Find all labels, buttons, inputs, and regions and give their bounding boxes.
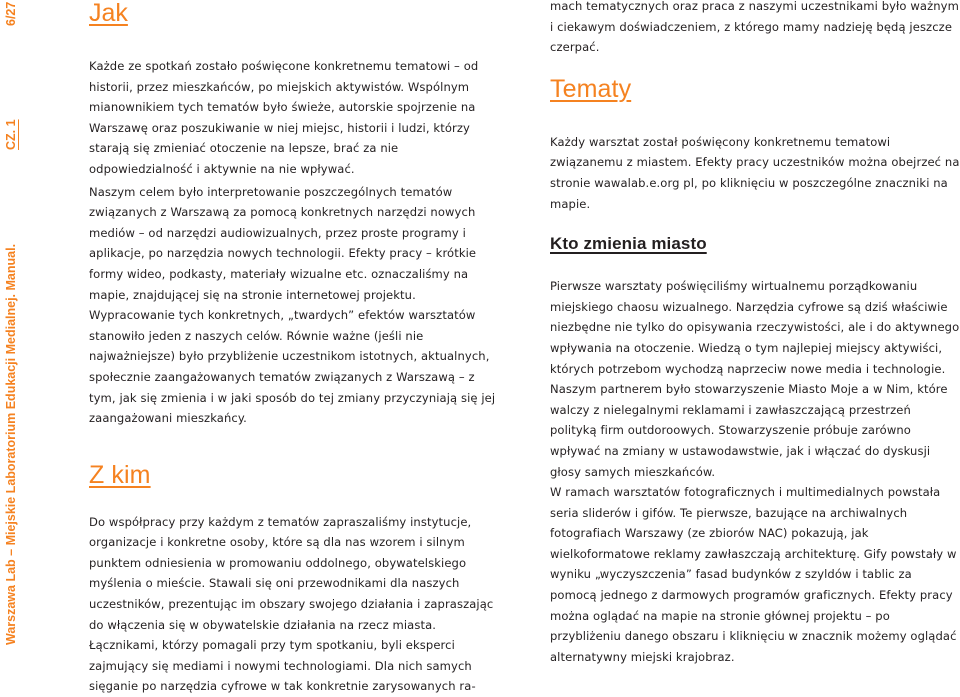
left-column: [89, 56, 503, 697]
paragraph: Pierwsze warsztaty poświęciliśmy wirtualnemu porządkowaniu miejskiego chaosu wizualnego. Narzędzia cyfrowe są dziś właściwie niezbędne nie tylko do opisywania rzeczywistości, ale i do aktywnego wpływania na otoczenie. Wiedzą o tym najlepiej miejscy aktywiści, których potrzebom wychodzą naprzeciw nowe media i technologie. Naszym partnerem było stowarzyszenie Miasto Moje a w Nim, które walczy z nielegalnymi reklamami i zawłaszczającą przestrzeń polityką firm outdoroowych. Stowarzyszenie próbuje zarówno wpływać na zmiany w ustawodawstwie, jak i włączać do dyskusji głosy samych mieszkańców.: [550, 279, 960, 479]
heading-jak: Jak: [89, 0, 128, 27]
heading-z-kim: Z kim: [89, 460, 151, 489]
right-column: [550, 0, 960, 667]
side-text: [0, 0, 22, 647]
page-number: 6/27: [4, 2, 18, 27]
paragraph: Łącznikami, którzy pomagali przy tym spotkaniu, byli eksperci zajmujący się mediami i nowymi technologiami. Dla nich samych sięganie po narzędzia cyfrowe w tak konkretnie zarysowanych ra-: [89, 638, 476, 694]
paragraph: Wypracowanie tych konkretnych, „twardych” efektów warsztatów stanowiło jeden z naszych celów. Równie ważne (jeśli nie najważniejsze) było przybliżenie uczestnikom istotnych, aktualnych, społecznie zaangażowanych tematów związanych z Warszawą – z tym, jak się zmienia i w jaki sposób do tej zmiany przyczyniają się jej zaangażowani mieszkańcy.: [89, 308, 496, 426]
paragraph: mach tematycznych oraz praca z naszymi uczestnikami było ważnym i ciekawym doświadczeniem, z którego mamy nadzieję będą jeszcze czerpać.: [550, 0, 959, 55]
part-label: CZ. 1: [4, 119, 18, 151]
running-title: Warszawa Lab – Miejskie Laboratorium Edukacji Medialnej. Manual.: [4, 243, 18, 645]
paragraph: W ramach warsztatów fotograficznych i multimedialnych powstała seria sliderów i gifów. Te pierwsze, bazujące na archiwalnych fotografiach Warszawy (ze zbiorów NAC) pokazują, jak wielkoformatowe reklamy zawłaszczają architekturę. Gify powstały w wyniku „wyczyszczenia” fasad budynków z szyldów i tablic za pomocą jednego z darmowych programów graficznych. Efekty pracy można oglądać na mapie na stronie głównej projektu – po przybliżeniu danego obszaru i kliknięciu w znacznik możemy oglądać alternatywny miejski krajobraz.: [550, 485, 957, 664]
heading-kto-zmienia-miasto: Kto zmienia miasto: [550, 234, 707, 254]
paragraph: Każdy warsztat został poświęcony konkretnemu tematowi związanemu z miastem. Efekty pracy uczestników można obejrzeć na stronie wawalab.e.org pl, po kliknięciu w poszczególne znaczniki na mapie.: [550, 134, 960, 211]
heading-tematy: Tematy: [550, 74, 632, 103]
paragraph: Każde ze spotkań zostało poświęcone konkretnemu tematowi – od historii, przez mieszkańców, po miejskich aktywistów. Wspólnym mianownikiem tych tematów było świeże, autorskie spojrzenie na Warszawę oraz poszukiwanie w niej miejsc, historii i ludzi, którzy starają się zmieniać otoczenie na lepsze, brać za nie odpowiedzialność i aktywnie na nie wpływać.: [89, 59, 479, 176]
paragraph: Do współpracy przy każdym z tematów zapraszaliśmy instytucje, organizacje i konkretne osoby, które są dla nas wzorem i silnym punktem odniesienia w promowaniu oddolnego, obywatelskiego myślenia o mieście. Stawali się oni przewodnikami dla naszych uczestników, prezentując im obszary swojego działania i zapraszając do włączenia się w obywatelskie działania na rzecz miasta.: [89, 514, 494, 632]
paragraph: Naszym celem było interpretowanie poszczególnych tematów związanych z Warszawą za pomocą konkretnych narzędzi nowych mediów – od narzędzi audiowizualnych, przez proste programy i aplikacje, po narzędzia nowych technologii. Efekty pracy – krótkie formy wideo, podkasty, materiały wizualne etc. oznaczaliśmy na mapie, znajdującej się na stronie internetowej projektu.: [89, 184, 477, 302]
side-running-header: [0, 0, 22, 647]
